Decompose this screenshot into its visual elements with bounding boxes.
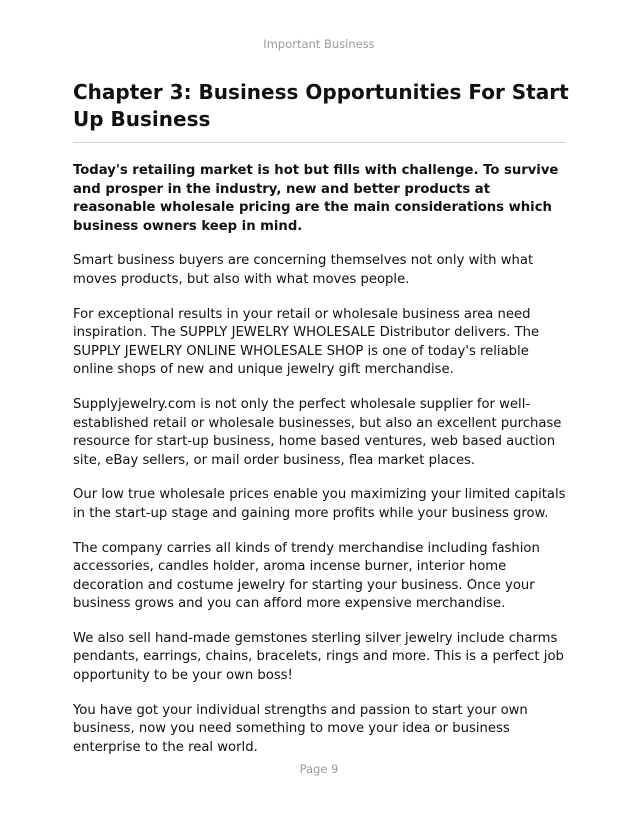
body-paragraph: We also sell hand-made gemstones sterling silver jewelry include charms pendants, earrings, chains, bracelets, rings and more. This is a perfect job opportunity to be your own boss! bbox=[73, 630, 564, 684]
chapter-title: Chapter 3: Business Opportunities For Start Up Business bbox=[73, 80, 569, 131]
body-paragraph: You have got your individual strengths and passion to start your own business, now you need something to move your idea or business enterprise to the real world. bbox=[73, 702, 528, 755]
body-paragraph: Supplyjewelry.com is not only the perfect wholesale supplier for well-established retail or wholesale businesses, but also an excellent purchase resource for start-up business, home based ventures, web based auction site, eBay sellers, or mail order business, flea market places. bbox=[73, 396, 562, 468]
title-divider bbox=[73, 142, 566, 143]
body-paragraph: For exceptional results in your retail or wholesale business area need inspiration. The SUPPLY JEWELRY WHOLESALE Distributor delivers. The SUPPLY JEWELRY ONLINE WHOLESALE SHOP is one of today's reliable online shops of new and unique jewelry gift merchandise. bbox=[73, 306, 540, 378]
intro-paragraph: Today's retailing market is hot but fills with challenge. To survive and prosper in the industry, new and better products at reasonable wholesale pricing are the main considerations which business owners keep in mind. bbox=[73, 163, 559, 234]
page-number: Page 9 bbox=[299, 762, 339, 776]
body-paragraph: Our low true wholesale prices enable you maximizing your limited capitals in the start-up stage and gaining more profits while your business grow. bbox=[73, 487, 566, 521]
body-paragraph: The company carries all kinds of trendy merchandise including fashion accessories, candles holder, aroma incense burner, interior home decoration and costume jewelry for starting your business. Once your business grows and you can afford more expensive merchandise. bbox=[73, 540, 540, 612]
running-header: Important Business bbox=[263, 37, 375, 51]
body-paragraph: Smart business buyers are concerning themselves not only with what moves products, but also with what moves people. bbox=[73, 253, 534, 287]
document-body bbox=[73, 162, 566, 773]
